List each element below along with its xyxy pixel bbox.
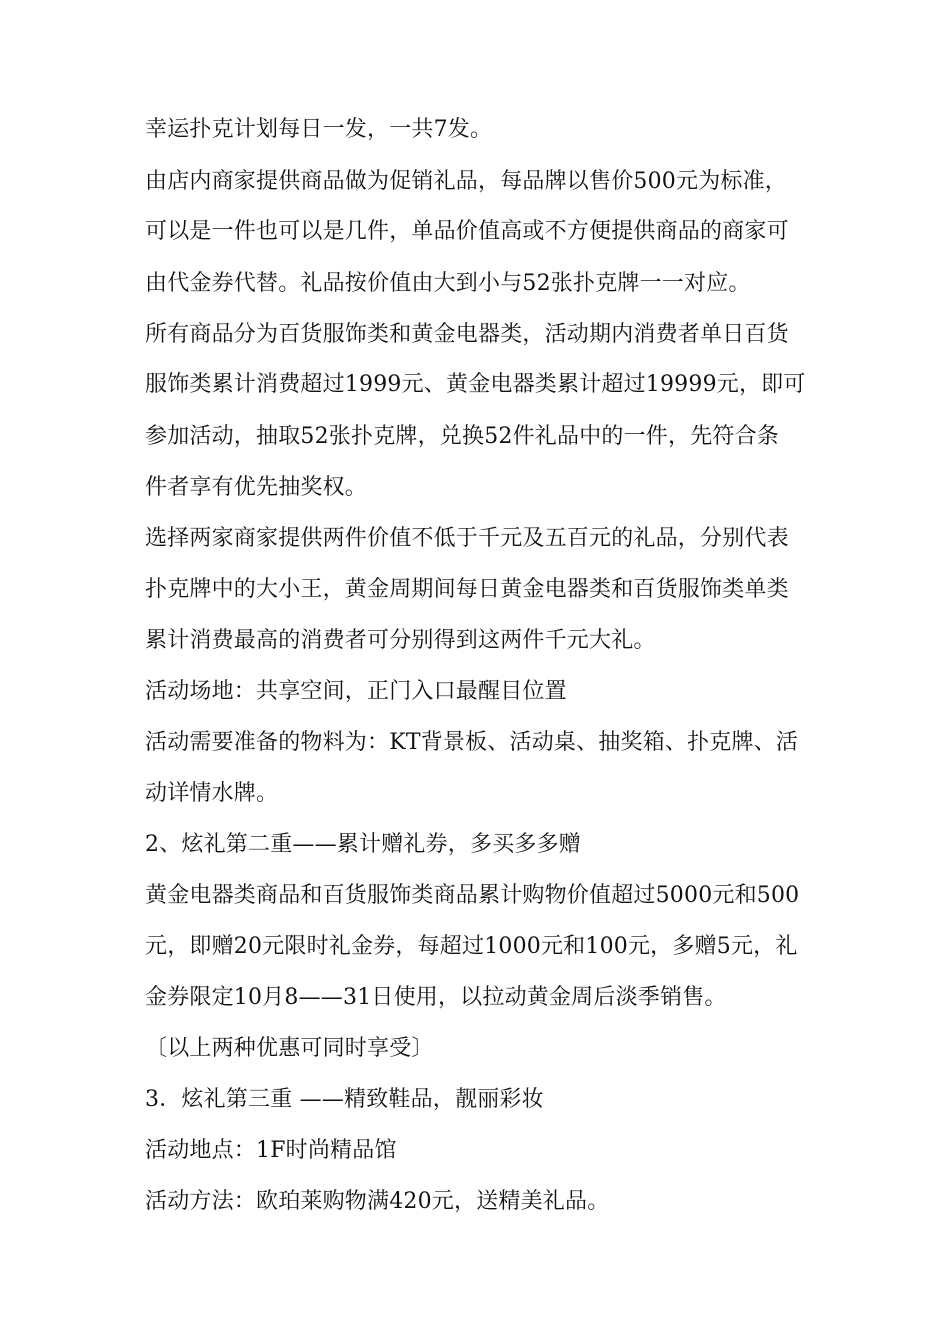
text-line: 扑克牌中的大小王，黄金周期间每日黄金电器类和百货服饰类单类 xyxy=(145,577,789,602)
text-line: 动详情水牌。 xyxy=(145,781,279,806)
text-line: 所有商品分为百货服饰类和黄金电器类，活动期内消费者单日百货 xyxy=(145,322,789,347)
text-line: 活动方法：欧珀莱购物满420元，送精美礼品。 xyxy=(145,1189,610,1214)
text-line: 活动需要准备的物料为：KT背景板、活动桌、抽奖箱、扑克牌、活 xyxy=(145,730,799,755)
text-line: 金券限定10月8——31日使用，以拉动黄金周后淡季销售。 xyxy=(145,985,727,1010)
text-line: 参加活动，抽取52张扑克牌，兑换52件礼品中的一件，先符合条 xyxy=(145,424,779,449)
text-line: 黄金电器类商品和百货服饰类商品累计购物价值超过5000元和500 xyxy=(145,883,800,908)
text-line: 〔以上两种优惠可同时享受〕 xyxy=(145,1036,434,1061)
text-line: 可以是一件也可以是几件，单品价值高或不方便提供商品的商家可 xyxy=(145,219,789,244)
text-line: 件者享有优先抽奖权。 xyxy=(145,475,368,500)
text-line: 幸运扑克计划每日一发，一共7发。 xyxy=(145,117,493,142)
text-line: 活动场地：共享空间，正门入口最醒目位置 xyxy=(145,679,567,704)
text-line: 元，即赠20元限时礼金券，每超过1000元和100元，多赠5元，礼 xyxy=(145,934,798,959)
text-line: 服饰类累计消费超过1999元、黄金电器类累计超过19999元，即可 xyxy=(145,372,806,397)
text-line: 由代金券代替。礼品按价值由大到小与52张扑克牌一一对应。 xyxy=(145,271,751,296)
text-line: 由店内商家提供商品做为促销礼品，每品牌以售价500元为标准， xyxy=(145,169,787,194)
section-heading: 3．炫礼第三重 ——精致鞋品，靓丽彩妆 xyxy=(145,1087,544,1112)
section-heading: 2、炫礼第二重——累计赠礼券，多买多多赠 xyxy=(145,832,581,857)
text-line: 选择两家商家提供两件价值不低于千元及五百元的礼品，分别代表 xyxy=(145,526,789,551)
text-line: 活动地点：1F时尚精品馆 xyxy=(145,1138,397,1163)
text-line: 累计消费最高的消费者可分别得到这两件千元大礼。 xyxy=(145,628,656,653)
